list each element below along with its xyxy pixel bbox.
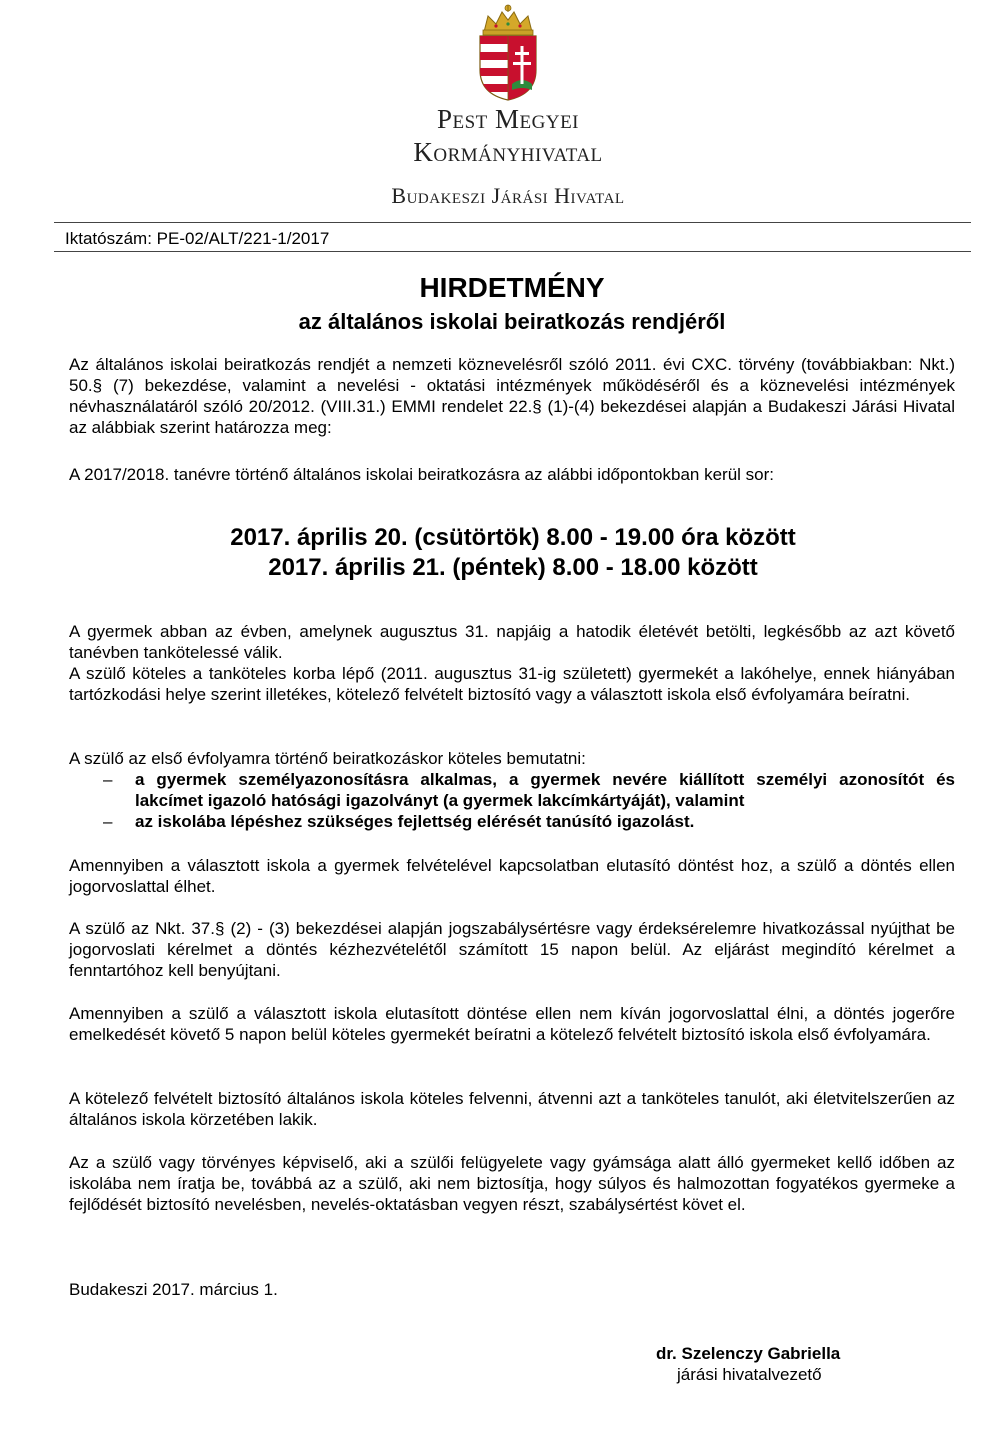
header-divider-bottom: [54, 251, 971, 252]
enrollment-date-1: 2017. április 20. (csütörtök) 8.00 - 19.00 óra között: [230, 524, 796, 551]
dash-bullet: –: [103, 770, 113, 789]
paragraph-parent-duty: A szülő köteles a tanköteles korba lépő (2011. augusztus 31-ig született) gyermekét a lakóhelye, ennek hiányában tartózkodási helye szerint illetékes, kötelező felvételt biztosító vagy a választott iskola első évfolyamára beíratni.: [69, 664, 955, 704]
dash-bullet: –: [103, 812, 113, 831]
paragraph-no-appeal: Amennyiben a szülő a választott iskola elutasított döntése ellen nem kíván jogorvoslattal élni, a döntés jogerőre emelkedését követő 5 napon belül köteles gyermekét beíratni a kötelező felvételt biztosító iskola első évfolyamára.: [69, 1004, 955, 1044]
paragraph-school-age: A gyermek abban az évben, amelynek augusztus 31. napjáig a hatodik életévét betölti, legkésőbb az azt követő tanévben tankötelessé válik.: [69, 622, 955, 662]
paragraph-documents-intro: A szülő az első évfolyamra történő beiratkozáskor köteles bemutatni:: [69, 749, 586, 768]
enrollment-intro: A 2017/2018. tanévre történő általános iskolai beiratkozásra az alábbi időpontokban kerül sor:: [69, 465, 775, 484]
enrollment-dates: [0, 523, 1000, 583]
paragraph-appeal-procedure: A szülő az Nkt. 37.§ (2) - (3) bekezdései alapján jogszabálysértésre vagy érdeksérelemre hivatkozással nyújthat be jogorvoslati kérelmet a döntés kézhezvételétől számított 15 napon belül. Az eljárást megindító kérelmet a fenntartóhoz kell benyújtani.: [69, 919, 955, 980]
list-item: [69, 811, 955, 832]
paragraph-appeal: Amennyiben a választott iskola a gyermek felvételével kapcsolatban elutasító döntést hoz, a szülő a döntés ellen jogorvoslattal élhet.: [69, 856, 955, 896]
signatory-role: járási hivatalvezető: [677, 1365, 822, 1384]
paragraph-offence: Az a szülő vagy törvényes képviselő, aki a szülői felügyelete vagy gyámsága alatt álló gyermeket kellő időben az iskolába nem íratja be, továbbá az a szülő, aki nem biztosítja, hogy súlyos és halmozottan fogyatékos gyermeke a fejlődését biztosító nevelésben, nevelés-oktatásban vegyen részt, szabálysértést követ el.: [69, 1153, 955, 1214]
header-divider-top: [54, 222, 971, 223]
org-name-line1: Pest Megyei: [436, 104, 580, 134]
enrollment-date-2: 2017. április 21. (péntek) 8.00 - 18.00 között: [268, 554, 758, 581]
shield-icon: [480, 36, 536, 100]
place-and-date: Budakeszi 2017. március 1.: [69, 1280, 278, 1299]
list-item-text: a gyermek személyazonosításra alkalmas, a gyermek nevére kiállított személyi azonosítót és lakcímet igazoló hatósági igazolványt (a gyermek lakcímkártyáját), valamint: [135, 770, 955, 810]
required-documents-list: [69, 769, 955, 832]
org-department: Budakeszi Járási Hivatal: [391, 183, 625, 208]
document-title: HIRDETMÉNY: [419, 272, 605, 303]
list-item-text: az iskolába lépéshez szükséges fejlettség elérését tanúsító igazolást.: [135, 812, 695, 831]
coat-of-arms-logo: [470, 2, 546, 102]
paragraph-district-school: A kötelező felvételt biztosító általános iskola köteles felvenni, átvenni azt a tanköteles tanulót, aki életvitelszerűen az általános iskola körzetében lakik.: [69, 1089, 955, 1129]
signatory-name: dr. Szelenczy Gabriella: [656, 1344, 841, 1363]
org-name-line2: Kormányhivatal: [413, 137, 603, 167]
list-item: [69, 769, 955, 811]
registration-number: Iktatószám: PE-02/ALT/221-1/2017: [65, 229, 330, 248]
document-subtitle: az általános iskolai beiratkozás rendjéről: [298, 309, 726, 334]
crown-icon: [483, 5, 533, 35]
intro-paragraph: Az általános iskolai beiratkozás rendjét a nemzeti köznevelésről szóló 2011. évi CXC. törvény (továbbiakban: Nkt.) 50.§ (7) bekezdése, valamint a nevelési - oktatási intézmények működéséről és a köznevelési intézmények névhasználatáról szóló 20/2012. (VIII.31.) EMMI rendelet 22.§ (1)-(4) bekezdései alapján a Budakeszi Járási Hivatal az alábbiak szerint határozza meg:: [69, 355, 955, 437]
